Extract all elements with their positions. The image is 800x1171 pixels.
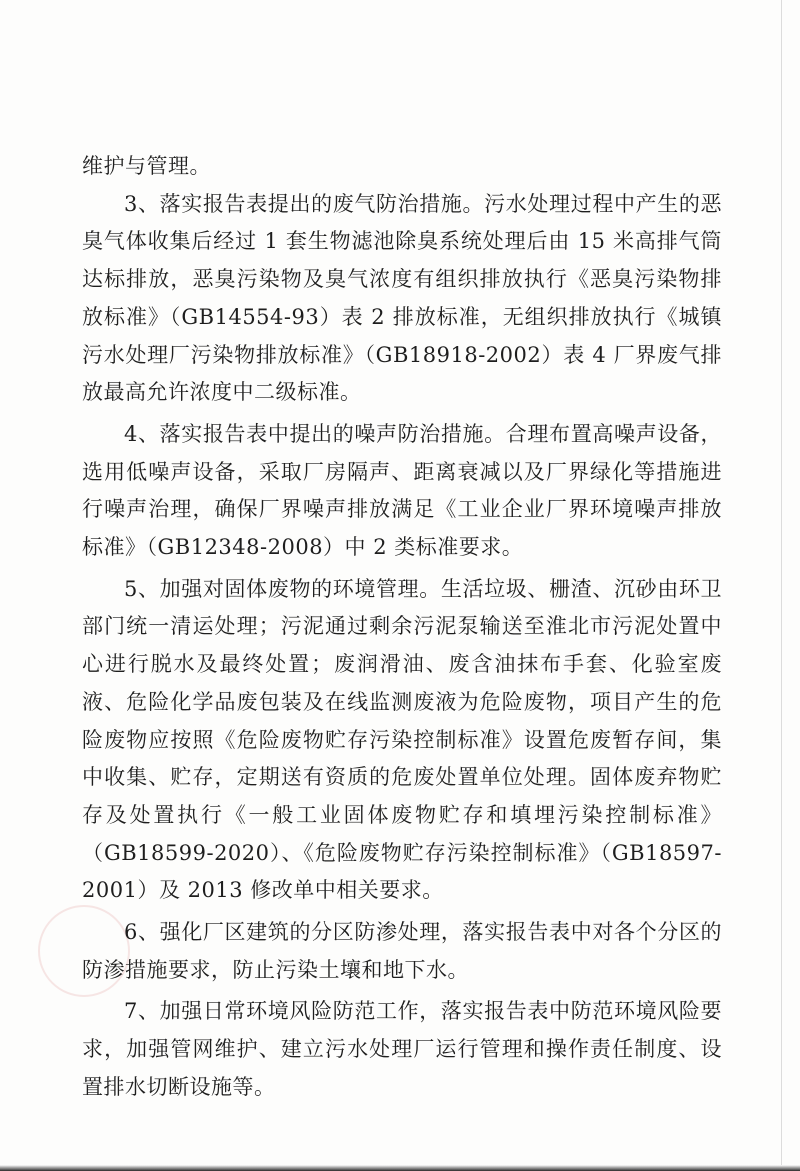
- paragraph-continuation: 维护与管理。: [82, 154, 211, 178]
- paragraph-item-4: 4、落实报告表中提出的噪声防治措施。合理布置高噪声设备，选用低噪声设备，采取厂房隔声、距离衰减以及厂界绿化等措施进行噪声治理，确保厂界噪声排放满足《工业企业厂界环境噪声排放标准》（GB12348-2008）中 2 类标准要求。: [82, 421, 722, 560]
- paragraph-item-5: 5、加强对固体废物的环境管理。生活垃圾、栅渣、沉砂由环卫部门统一清运处理；污泥通过剩余污泥泵输送至淮北市污泥处置中心进行脱水及最终处置；废润滑油、废含油抹布手套、化验室废液、危险化学品废包装及在线监测废液为危险废物，项目产生的危险废物应按照《危险废物贮存污染控制标准》设置危废暂存间，集中收集、贮存，定期送有资质的危废处置单位处理。固体废弃物贮存及处置执行《一般工业固体废物贮存和填埋污染控制标准》（GB18599-2020）、《危险废物贮存污染控制标准》（GB18597-2001）及 2013 修改单中相关要求。: [82, 576, 722, 903]
- paragraph-item-6: 6、强化厂区建筑的分区防渗处理，落实报告表中对各个分区的防渗措施要求，防止污染土壤和地下水。: [82, 920, 722, 982]
- document-body: [82, 148, 722, 1107]
- paragraph-item-7: 7、加强日常环境风险防范工作，落实报告表中防范环境风险要求，加强管网维护、建立污水处理厂运行管理和操作责任制度、设置排水切断设施等。: [82, 999, 722, 1099]
- paragraph-item-3: 3、落实报告表提出的废气防治措施。污水处理过程中产生的恶臭气体收集后经过 1 套生物滤池除臭系统处理后由 15 米高排气筒达标排放，恶臭污染物及臭气浓度有组织排放执行《恶臭污染物排放标准》（GB14554-93）表 2 排放标准，无组织排放执行《城镇污水处理厂污染物排放标准》（GB18918-2002）表 4 厂界废气排放最高允许浓度中二级标准。: [82, 191, 723, 405]
- scan-bottom-edge: [0, 1165, 800, 1171]
- scan-right-edge: [781, 0, 782, 1171]
